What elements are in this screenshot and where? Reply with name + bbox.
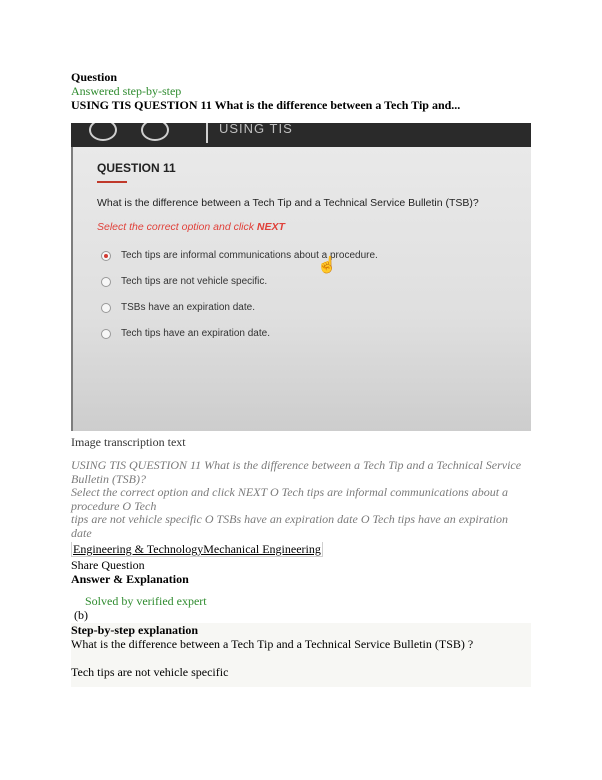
answer-heading: Answer & Explanation <box>71 572 189 586</box>
question-photo <box>71 123 531 431</box>
explanation-box <box>71 623 531 687</box>
hand-cursor-icon: ☝ <box>317 257 337 274</box>
photo-question-text: What is the difference between a Tech Tip and a Technical Service Bulletin (TSB)? <box>97 197 479 209</box>
photo-question-number: QUESTION 11 <box>97 161 176 175</box>
radio-selected-icon <box>101 251 111 261</box>
question-title: USING TIS QUESTION 11 What is the difference between a Tech Tip and... <box>71 98 461 112</box>
divider <box>206 123 208 143</box>
radio-icon <box>101 303 111 313</box>
logo-icon <box>141 123 169 141</box>
solved-badge: Solved by verified expert <box>85 594 207 608</box>
photo-header-bar <box>71 123 531 147</box>
answer-choice: (b) <box>74 608 88 622</box>
photo-instruction: Select the correct option and click NEXT <box>97 221 285 233</box>
page-content <box>71 70 531 687</box>
question-label: Question <box>71 70 118 84</box>
logo-icon <box>89 123 117 141</box>
photo-option: Tech tips are informal communications about a procedure. <box>101 250 378 261</box>
transcription-label: Image transcription text <box>71 435 186 449</box>
subject-tags-link[interactable]: Engineering & TechnologyMechanical Engineering <box>73 542 321 556</box>
photo-screen <box>73 147 531 431</box>
photo-brand: USING TIS <box>219 123 293 136</box>
radio-icon <box>101 329 111 339</box>
share-question-link[interactable]: Share Question <box>71 558 145 572</box>
transcription-text: USING TIS QUESTION 11 What is the difference between a Tech Tip and a Technical Service Bulletin (TSB)? Select the correct option and click NEXT O Tech tips are informal communications about a procedure O Tech tips are not vehicle specific O TSBs have an expiration date O Tech tips have an expiration date <box>71 458 522 540</box>
accent-underline <box>97 181 127 183</box>
explanation-question: What is the difference between a Tech Tip and a Technical Service Bulletin (TSB) ? <box>71 637 474 651</box>
radio-icon <box>101 277 111 287</box>
photo-option: Tech tips are not vehicle specific. <box>101 276 267 287</box>
step-heading: Step-by-step explanation <box>71 623 199 637</box>
explanation-answer: Tech tips are not vehicle specific <box>71 665 229 679</box>
photo-option: Tech tips have an expiration date. <box>101 328 270 339</box>
answered-status: Answered step-by-step <box>71 84 182 98</box>
photo-option: TSBs have an expiration date. <box>101 302 255 313</box>
